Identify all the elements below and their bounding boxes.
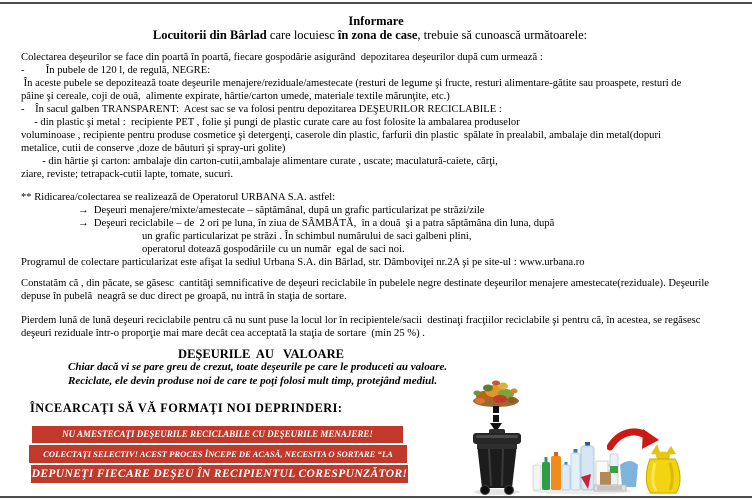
subtitle-text: care locuiesc <box>266 28 338 42</box>
yellow-bag-icon <box>643 443 683 495</box>
habits-heading: ÎNCEARCAŢI SĂ VĂ FORMAŢI NOI DEPRINDERI: <box>30 401 343 415</box>
page-top-border <box>0 2 752 4</box>
body-line: metalice, cutii de conserve ,doze de băuturi şi spray-uri golite) <box>21 143 286 154</box>
value-quote-line-1: Chiar dacă vi se pare greu de crezut, toate deşeurile pe care le produceti au valoare. <box>68 361 448 373</box>
body-line: Constatăm că , din păcate, se găsesc cantităţi semnificative de deşeuri reciclabile în pubelele negre destinate deşeurilor menajere amestecate(reziduale). Deşeurile <box>21 278 709 289</box>
collection-rules-section <box>21 51 748 181</box>
body-line: Pierdem lună de lună deşeuri reciclabile pentru că nu sunt puse la locul lor în recipientele/sacii destinaţi fracţiilor reciclabile şi pentru că, în acestea, se regăsesc <box>21 315 701 326</box>
page-title: Informare <box>348 14 404 28</box>
black-bin-icon <box>472 429 522 495</box>
body-line: Programul de colectare particularizat este afişat la sediul Urbana S.A. din Bârlad, str. Dâmboviţei nr.2A şi pe site-ul : www.urbana.ro <box>21 257 585 268</box>
observation-section <box>21 277 748 303</box>
body-line: depuse în pubelă neagră se duc direct pe groapă, nu intră în staţia de sortare. <box>21 291 347 302</box>
food-waste-pile-image <box>470 377 522 407</box>
banner-deposit-correct: DEPUNEŢI FIECARE DEŞEU ÎN RECIPIENTUL CORESPUNZĂTOR! <box>31 465 408 483</box>
body-line: pâine şi cereale, coji de ouă, alimente expirate, hârtie/carton umede, materiale textile mărunţite, etc.) <box>21 91 450 102</box>
subtitle-bold-zone: în zona de case <box>337 28 418 42</box>
page-subtitle <box>0 28 740 43</box>
food-waste-pile-icon <box>470 377 522 407</box>
body-line: - În pubele de 120 l, de regulă, NEGRE: <box>21 65 211 76</box>
body-line: deşeuri reziduale într-o proporţie mai mare decât cea acceptată la staţia de sortare (min 25 %) . <box>21 328 425 339</box>
body-line: - din plastic şi metal : recipiente PET , folie şi pungi de plastic curate care au fost folosite la ambalarea produselor <box>21 117 520 128</box>
body-line: - din hârtie şi carton: ambalaje din carton-cutii,ambalaje alimentare curate , uscate; maculatură-caiete, cărţi, <box>21 156 498 167</box>
banner-no-mixing: NU AMESTECAŢI DEŞEURILE RECICLABILE CU DEŞEURILE MENAJERE! <box>32 426 403 443</box>
subtitle-bold-locality: Locuitorii din Bârlad <box>152 28 267 42</box>
body-line: un grafic particularizat pe străzi . În schimbul numărului de saci galbeni plini, <box>142 231 472 242</box>
body-line: - În sacul galben TRANSPARENT: Acest sac se va folosi pentru depozitarea DEŞEURILOR RECICLABILE : <box>21 104 502 115</box>
black-bin-image <box>472 429 522 495</box>
banner-collect-selective: COLECTAŢI SELECTIV! ACEST PROCES ÎNCEPE DE ACASĂ, NECESITA O SORTARE “LA <box>29 445 407 463</box>
body-line: Colectarea deşeurilor se face din poartă în poartă, fiecare gospodărie asigurând depozitarea deşeurilor după cum urmează : <box>21 52 543 63</box>
body-line: voluminoase , recipiente pentru produse cosmetice şi detergenţi, caserole din plastic, farfurii din plastic spălate în prealabil, ambalaje din metal(dopuri <box>21 130 661 141</box>
body-line: operatorul dotează gospodăriile cu un număr egal de saci noi. <box>142 244 405 255</box>
value-quote-line-2: Reciclate, ele devin produse noi de care te poţi folosi mult timp, protejând mediul. <box>68 375 438 387</box>
loss-section <box>21 314 748 340</box>
subtitle-text: , trebuie să cunoască următoarele: <box>417 28 588 42</box>
body-line: În aceste pubele se depozitează toate deşeurile menajere/reziduale/amestecate (resturi de legume şi fructe, resturi alimentare-gătite sau proaspete, resturi de <box>21 78 682 89</box>
pickup-schedule-section <box>21 191 748 269</box>
body-line: ziare, reviste; tetrapack-cutii lapte, tomate, sucuri. <box>21 169 234 180</box>
page-bottom-border <box>0 496 752 498</box>
value-heading: DEŞEURILE AU VALOARE <box>178 347 344 361</box>
body-line: → Deşeuri menajere/mixte/amestecate – săptămânal, după un grafic particularizat pe străzi/zile <box>78 205 485 216</box>
yellow-bag-image <box>643 443 683 495</box>
body-line: ** Ridicarea/colectarea se realizează de Operatorul URBANA S.A. astfel: <box>21 192 336 203</box>
body-line: → Deşeuri reciclabile – de 2 ori pe luna, în ziua de SÂMBĂTĂ, în a două şi a patra săptămâna din luna, după <box>78 218 555 229</box>
